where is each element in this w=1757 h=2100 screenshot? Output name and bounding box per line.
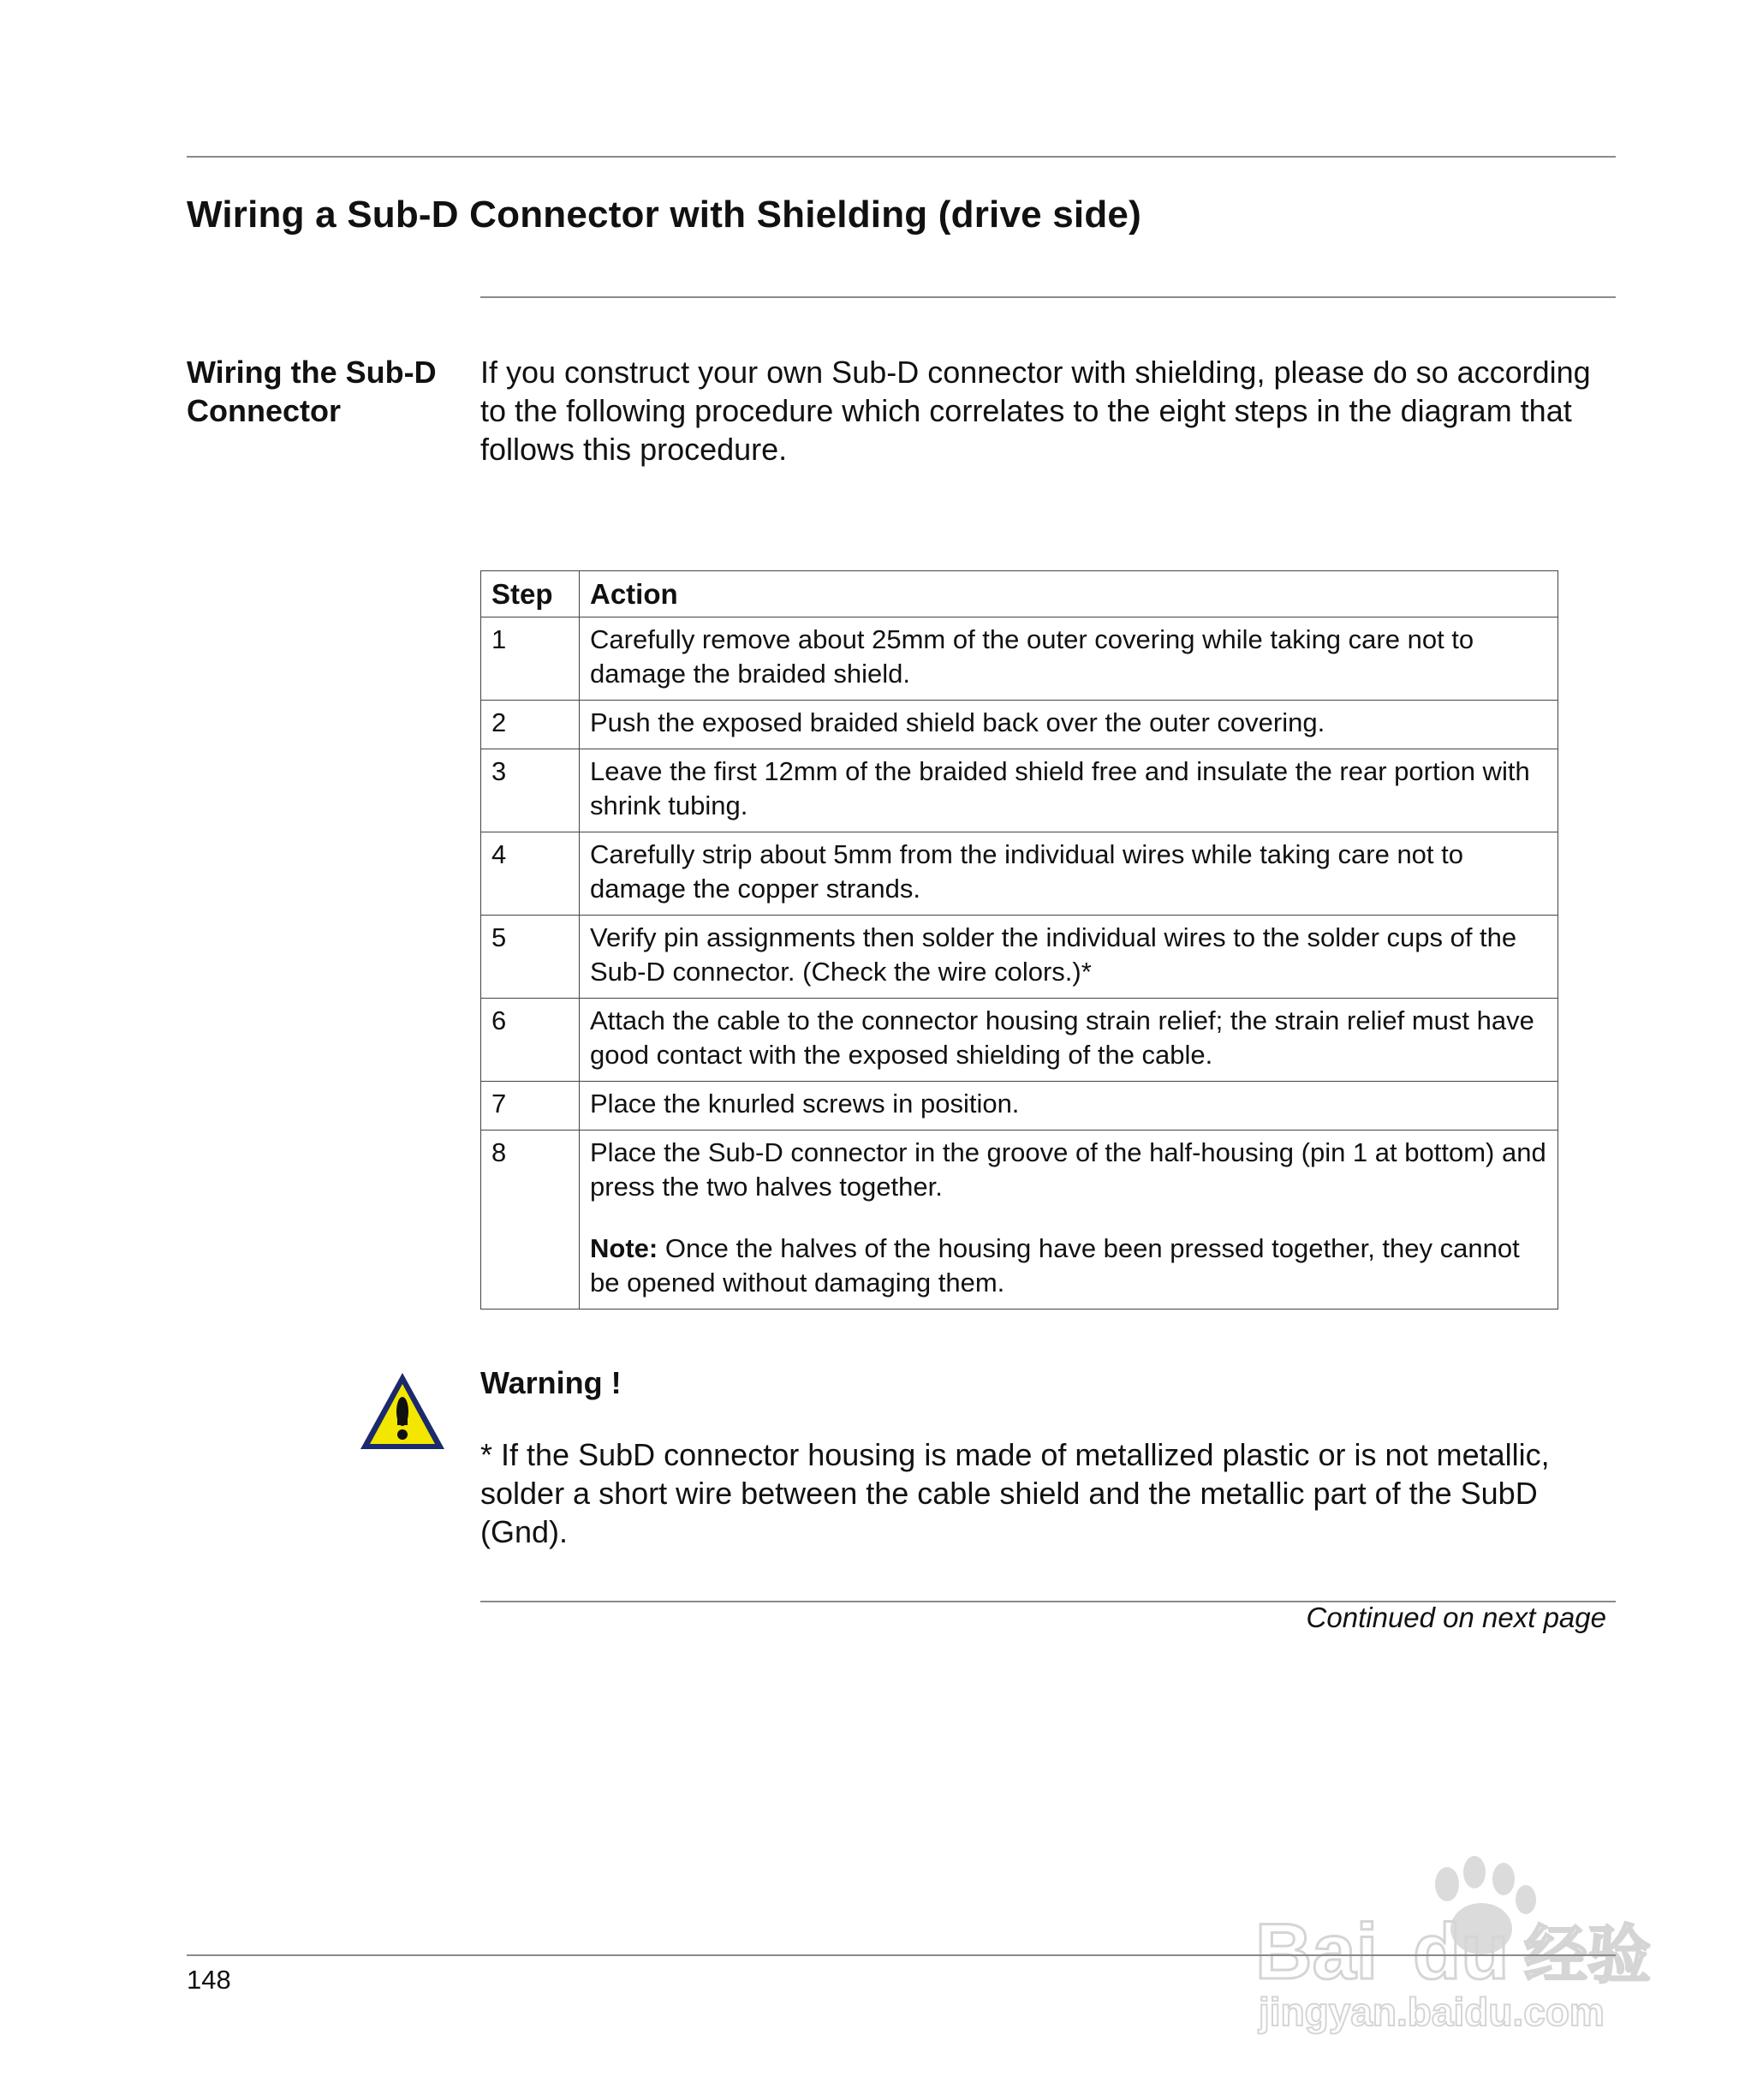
page-number: 148	[187, 1965, 231, 1995]
warning-triangle-icon	[358, 1370, 447, 1453]
table-row	[481, 916, 1558, 999]
step-action: Push the exposed braided shield back over the outer covering.	[580, 701, 1558, 749]
step-action: Verify pin assignments then solder the individual wires to the solder cups of the Sub-D connector. (Check the wire colors.)*	[580, 916, 1558, 999]
step-number: 7	[481, 1082, 580, 1131]
top-rule	[187, 156, 1616, 158]
step-number: 1	[481, 617, 580, 701]
continued-note: Continued on next page	[1306, 1602, 1606, 1633]
table-row	[481, 617, 1558, 701]
intro-paragraph: If you construct your own Sub-D connector with shielding, please do so according to the following procedure which correlates to the eight steps in the diagram that follows this procedure.	[480, 355, 1591, 467]
note-text: Once the halves of the housing have been pressed together, they cannot be opened without damaging them.	[590, 1233, 1520, 1298]
step-number: 3	[481, 749, 580, 832]
svg-text:du: du	[1413, 1908, 1510, 1996]
svg-text:经验: 经验	[1524, 1918, 1651, 1992]
table-row	[481, 1082, 1558, 1131]
steps-table	[480, 570, 1558, 1310]
table-header-row	[481, 571, 1558, 617]
step-number: 8	[481, 1131, 580, 1310]
warning-heading: Warning !	[480, 1365, 622, 1400]
page-title: Wiring a Sub-D Connector with Shielding (drive side)	[187, 194, 1141, 236]
step-action-cell	[580, 1131, 1558, 1310]
action-column-header: Action	[580, 571, 1558, 617]
step-action: Place the Sub-D connector in the groove of the half-housing (pin 1 at bottom) and press the two halves together.	[590, 1137, 1546, 1202]
table-row	[481, 999, 1558, 1082]
table-row	[481, 701, 1558, 749]
section-rule	[480, 296, 1616, 298]
step-number: 2	[481, 701, 580, 749]
table-row	[481, 749, 1558, 832]
step-note	[590, 1232, 1549, 1300]
step-number: 4	[481, 832, 580, 916]
step-action: Attach the cable to the connector housing strain relief; the strain relief must have good contact with the exposed shielding of the cable.	[580, 999, 1558, 1082]
table-row	[481, 1131, 1558, 1310]
step-action: Place the knurled screws in position.	[580, 1082, 1558, 1131]
section-heading: Wiring the Sub-D Connector	[187, 355, 437, 428]
baidu-watermark-logo	[1250, 1850, 1670, 2038]
table-row	[481, 832, 1558, 916]
step-number: 6	[481, 999, 580, 1082]
step-action: Carefully strip about 5mm from the individual wires while taking care not to damage the copper strands.	[580, 832, 1558, 916]
note-label: Note:	[590, 1233, 658, 1263]
svg-text:jingyan.baidu.com: jingyan.baidu.com	[1259, 1990, 1605, 2034]
step-number: 5	[481, 916, 580, 999]
step-action: Carefully remove about 25mm of the outer covering while taking care not to damage the braided shield.	[580, 617, 1558, 701]
step-column-header: Step	[481, 571, 580, 617]
warning-text: * If the SubD connector housing is made of metallized plastic or is not metallic, solder a short wire between the cable shield and the metallic part of the SubD (Gnd).	[480, 1437, 1550, 1549]
step-action: Leave the first 12mm of the braided shield free and insulate the rear portion with shrink tubing.	[580, 749, 1558, 832]
svg-text:Bai: Bai	[1255, 1908, 1379, 1996]
